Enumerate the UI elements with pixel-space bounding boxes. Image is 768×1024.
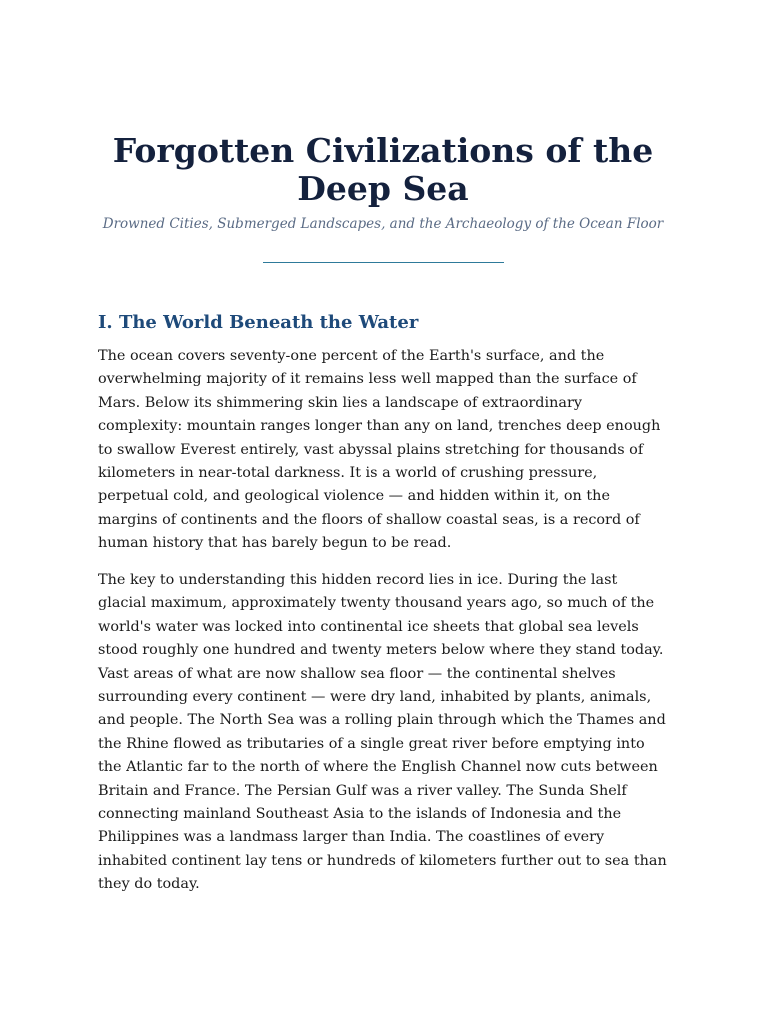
document-subtitle: Drowned Cities, Submerged Landscapes, and the Archaeology of the Ocean Floor xyxy=(102,216,664,232)
body-paragraph-1: The ocean covers seventy-one percent of the Earth's surface, and the overwhelming majority of it remains less well mapped than the surface of Mars. Below its shimmering skin lies a landscape of extraordinary complexity: mountain ranges longer than any on land, trenches deep enough to swallow Everest entirely, vast abyssal plains stretching for thousands of kilometers in near-total darkness. It is a world of crushing pressure, perpetual cold, and geological violence — and hidden within it, on the margins of continents and the floors of shallow coastal seas, is a record of human history that has barely begun to be read. xyxy=(98,348,661,552)
document-title: Forgotten Civilizations of the Deep Sea xyxy=(112,131,654,208)
body-paragraph-2: The key to understanding this hidden record lies in ice. During the last glacial maximum, approximately twenty thousand years ago, so much of the world's water was locked into continental ice sheets that global sea levels stood roughly one hundred and twenty meters below where they stand today. Vast areas of what are now shallow sea floor — the continental shelves surrounding every continent — were dry land, inhabited by plants, animals, and people. The North Sea was a rolling plain through which the Thames and the Rhine flowed as tributaries of a single great river before emptying into the Atlantic far to the north of where the English Channel now cuts between Britain and France. The Persian Gulf was a river valley. The Sunda Shelf connecting mainland Southeast Asia to the islands of Indonesia and the Philippines was a landmass larger than India. The coastlines of every inhabited continent lay tens or hundreds of kilometers further out to sea than they do today. xyxy=(98,572,667,893)
section-heading: I. The World Beneath the Water xyxy=(98,312,419,333)
title-divider xyxy=(263,262,504,263)
